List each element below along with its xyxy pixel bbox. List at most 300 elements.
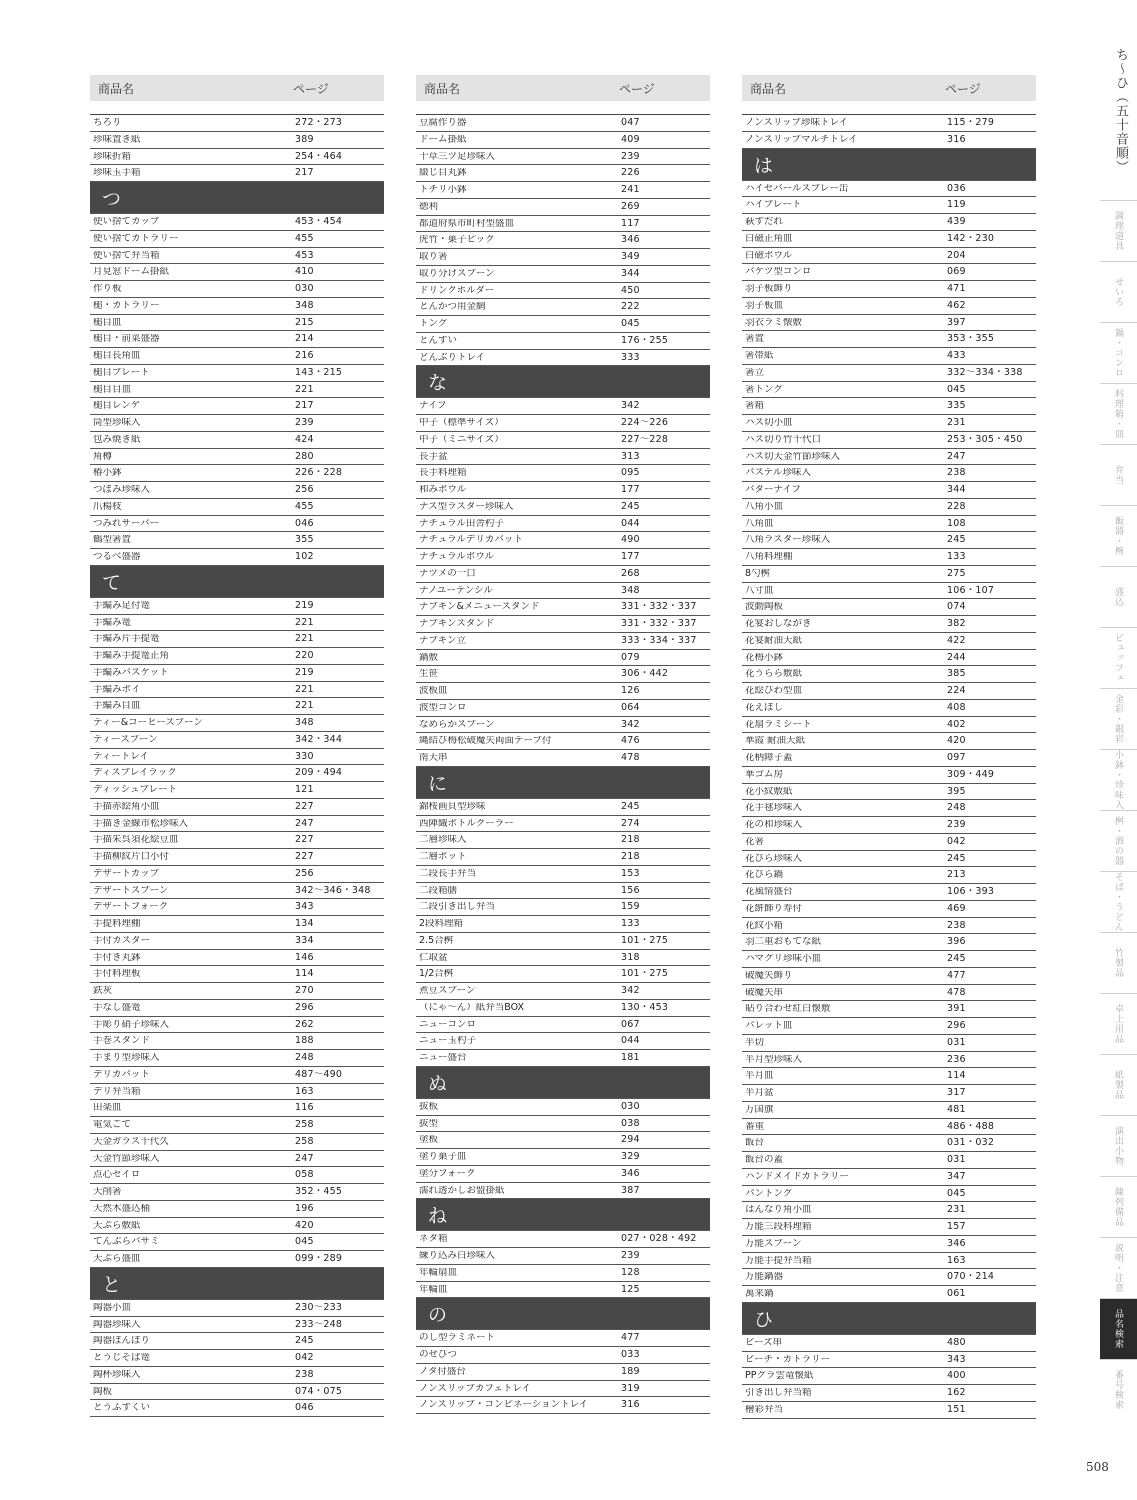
product-name: 万国旗 (745, 1104, 774, 1115)
product-name: 花の和珍味入 (745, 820, 803, 830)
index-row (742, 1385, 1036, 1402)
index-row (742, 181, 1036, 198)
index-row (90, 298, 384, 315)
index-tab (1100, 1054, 1137, 1115)
page-ref: 476 (621, 735, 640, 747)
index-row (416, 750, 710, 767)
index-tab-label: 竹製品 (1113, 948, 1123, 978)
product-name: 西陣織ボトルクーラー (419, 818, 514, 829)
page-ref: 346 (947, 1237, 966, 1249)
product-name: とうふすくい (93, 1403, 151, 1413)
product-name: ノンスリップ・コンビネーショントレイ (419, 1400, 589, 1410)
page-ref: 469 (947, 902, 966, 914)
product-name: 田楽皿 (93, 1103, 122, 1113)
page-ref: 069 (947, 266, 966, 278)
page-ref: 156 (621, 884, 640, 896)
page-ref: 330 (295, 750, 314, 762)
index-row (416, 1000, 710, 1017)
index-tab (1100, 261, 1137, 322)
page-ref: 045 (295, 1236, 314, 1248)
index-row (90, 1151, 384, 1168)
index-row (90, 682, 384, 699)
product-name: パレット皿 (745, 1021, 793, 1031)
page-ref: 268 (621, 567, 640, 579)
index-row (90, 365, 384, 382)
column-header (742, 75, 1036, 101)
page-ref: 215 (295, 316, 314, 328)
page-ref: 400 (947, 1370, 966, 1382)
index-row (742, 549, 1036, 566)
index-row (742, 281, 1036, 298)
index-row (416, 683, 710, 700)
header-name: 商品名 (750, 81, 787, 96)
product-name: 手巻スタンド (93, 1036, 151, 1046)
page-ref: 233〜248 (295, 1318, 343, 1330)
product-name: 貼り合わせ紅白懐敷 (745, 1004, 831, 1014)
product-name: 花宴おしながき (745, 619, 812, 629)
index-row (416, 316, 710, 333)
product-name: 二段長手弁当 (419, 868, 477, 879)
product-name: 花風情盛台 (745, 887, 793, 897)
index-row (90, 132, 384, 149)
page-ref: 344 (947, 484, 966, 496)
product-name: 生笹 (419, 669, 439, 679)
index-row (90, 532, 384, 549)
page-ref: 030 (295, 283, 314, 295)
index-row (90, 398, 384, 415)
index-row (416, 115, 710, 132)
product-name: 手編みボイ (93, 684, 141, 695)
page-ref: 216 (295, 350, 314, 362)
page-ref: 142・230 (947, 232, 995, 244)
index-tab (1100, 1359, 1137, 1420)
product-name: 白磁ボウル (745, 250, 793, 261)
page-ref: 070・214 (947, 1271, 995, 1283)
page-ref: 218 (621, 851, 640, 863)
product-name: 花扇ラミシート (745, 719, 812, 730)
index-row (90, 149, 384, 166)
product-name: 番重 (745, 1121, 765, 1132)
product-name: パントング (745, 1188, 793, 1199)
index-row (90, 866, 384, 883)
index-row (416, 566, 710, 583)
product-name: 2段料理箱 (419, 919, 464, 929)
page-ref: 031・032 (947, 1137, 995, 1149)
product-name: 白磁正角皿 (745, 233, 793, 244)
product-name: とんかつ用金網 (419, 302, 486, 312)
page-ref: 420 (947, 735, 966, 747)
index-row (742, 248, 1036, 265)
page-ref: 296 (947, 1020, 966, 1032)
page-ref: 042 (947, 835, 966, 847)
page-ref: 033 (621, 1349, 640, 1361)
product-name: 陶器小皿 (93, 1302, 132, 1313)
page-ref: 146 (295, 951, 314, 963)
page-ref: 097 (947, 752, 966, 764)
index-row (90, 1300, 384, 1317)
page-ref: 125 (621, 1283, 640, 1295)
page-ref: 238 (295, 1368, 314, 1380)
product-name: 八角小皿 (745, 501, 784, 512)
index-tab (1100, 993, 1137, 1054)
page-ref: 342・344 (295, 733, 343, 745)
index-row (416, 650, 710, 667)
index-row (742, 516, 1036, 533)
index-row (742, 382, 1036, 399)
product-name: 練り込み白珍味入 (419, 1251, 496, 1261)
page-ref: 036 (947, 182, 966, 194)
index-row (90, 465, 384, 482)
index-row (416, 532, 710, 549)
page-ref: 221 (295, 383, 314, 395)
page-ref: 247 (947, 450, 966, 462)
product-name: 年輪扇皿 (419, 1267, 458, 1278)
index-row (416, 666, 710, 683)
page-number: 508 (1086, 1460, 1109, 1474)
index-row (742, 1119, 1036, 1136)
product-name: デザートカップ (93, 868, 160, 879)
product-name: 珍味折箱 (93, 151, 132, 162)
kana-section-header: の (416, 1298, 710, 1330)
product-name: のし型ラミネート (419, 1333, 496, 1343)
page-ref: 061 (947, 1288, 966, 1300)
product-name: 包み焼き紙 (93, 434, 141, 445)
index-row (90, 1218, 384, 1235)
index-row (416, 1132, 710, 1149)
index-row (416, 1231, 710, 1248)
page-ref: 333・334・337 (621, 634, 697, 646)
index-row (90, 698, 384, 715)
product-name: ハイプレート (745, 200, 802, 210)
page-ref: 245 (947, 534, 966, 546)
index-row (742, 566, 1036, 583)
page-ref: 133 (947, 551, 966, 563)
column-header (416, 75, 710, 101)
page-ref: 272・273 (295, 117, 343, 129)
index-row (742, 482, 1036, 499)
index-row (742, 1253, 1036, 1270)
index-row (90, 1084, 384, 1101)
index-column-1 (90, 75, 384, 1417)
index-tab (1100, 322, 1137, 383)
index-tab (1100, 566, 1137, 627)
page-ref: 031 (947, 1036, 966, 1048)
index-row (416, 1381, 710, 1398)
product-name: 徳利 (419, 201, 439, 212)
product-name: ニュー玉杓子 (419, 1036, 477, 1046)
product-name: 花びら珍味入 (745, 853, 803, 864)
kana-section-header: ね (416, 1199, 710, 1231)
index-row (742, 1001, 1036, 1018)
page-ref: 030 (621, 1100, 640, 1112)
index-row (416, 398, 710, 415)
header-page: ページ (293, 81, 329, 96)
page-ref: 478 (947, 986, 966, 998)
product-name: 手なし盛篭 (93, 1002, 141, 1013)
product-name: ビーズ串 (745, 1337, 783, 1348)
index-row (90, 1050, 384, 1067)
page-ref: 245 (947, 852, 966, 864)
product-name: 手描朱呉須花絵豆皿 (93, 835, 179, 845)
page-ref: 114 (947, 1070, 966, 1082)
product-name: （にゃ〜ん）紙弁当BOX (419, 1002, 525, 1013)
product-name: ナス型ラスター珍味入 (419, 501, 514, 512)
page-ref: 245 (621, 800, 640, 812)
page-ref: 239 (295, 417, 314, 429)
index-row (416, 983, 710, 1000)
product-name: 天然木盛込桶 (93, 1203, 151, 1214)
page-ref: 319 (621, 1382, 640, 1394)
header-page: ページ (945, 81, 981, 96)
product-name: 槌目皿 (93, 317, 122, 328)
kana-section-header: つ (90, 182, 384, 214)
index-row (742, 1402, 1036, 1419)
product-name: 天金竹節珍味入 (93, 1153, 160, 1164)
product-name: 陶器ぼんぼり (93, 1336, 151, 1346)
product-name: 陶器珍味入 (93, 1319, 141, 1330)
product-name: 爪楊枝 (93, 501, 122, 512)
product-name: 鍋敷 (419, 652, 439, 663)
index-tab (1100, 383, 1137, 444)
index-row (90, 516, 384, 533)
product-name: 手描き金線市松珍味入 (93, 818, 189, 829)
product-name: 花えぼし (745, 702, 784, 713)
header-page: ページ (619, 81, 655, 96)
page-ref: 143・215 (295, 366, 343, 378)
page-ref: 409 (621, 133, 640, 145)
index-row (416, 883, 710, 900)
product-name: ナプキンスタンド (419, 619, 495, 629)
page-ref: 347 (947, 1170, 966, 1182)
index-row (416, 216, 710, 233)
index-row (416, 333, 710, 350)
page-ref: 342 (621, 718, 640, 730)
page-ref: 355 (295, 534, 314, 546)
index-row (416, 899, 710, 916)
page-ref: 157 (947, 1221, 966, 1233)
product-name: 手付料理板 (93, 969, 141, 979)
index-row (90, 816, 384, 833)
product-name: トング (419, 319, 448, 329)
page-ref: 420 (295, 1219, 314, 1231)
page-ref: 222 (621, 301, 640, 313)
product-name: てんぷらバサミ (93, 1237, 160, 1247)
index-row (90, 1134, 384, 1151)
product-name: ネタ箱 (419, 1234, 448, 1244)
page-ref: 106・393 (947, 886, 995, 898)
product-name: 万能手提弁当箱 (745, 1255, 812, 1266)
index-row (416, 633, 710, 650)
product-name: 波動陶板 (745, 602, 784, 612)
product-name: ナチュラルデリカバット (419, 535, 523, 545)
page-ref: 230〜233 (295, 1301, 343, 1313)
page-ref: 027・028・492 (621, 1233, 697, 1245)
product-name: 槌・カトラリー (93, 300, 160, 311)
page-ref: 245 (947, 953, 966, 965)
page-ref: 313 (621, 450, 640, 462)
page-ref: 231 (947, 417, 966, 429)
index-tab-label: 鍋・コンロ (1113, 328, 1123, 378)
page-ref: 114 (295, 968, 314, 980)
page-ref: 408 (947, 701, 966, 713)
kana-section-header: と (90, 1268, 384, 1300)
index-row (416, 1347, 710, 1364)
page-ref: 219 (295, 599, 314, 611)
page-ref: 245 (295, 1335, 314, 1347)
product-name: 陶板 (93, 1386, 113, 1397)
index-row (90, 782, 384, 799)
page-ref: 058 (295, 1169, 314, 1181)
index-row (742, 1352, 1036, 1369)
product-name: 半切 (745, 1037, 765, 1048)
product-name: 箸立 (745, 367, 765, 378)
product-name: 十草三ツ足珍味入 (419, 151, 496, 162)
product-name: 塗り菓子皿 (419, 1152, 467, 1162)
index-tab (1100, 505, 1137, 566)
page-ref: 221 (295, 700, 314, 712)
index-row (90, 1333, 384, 1350)
page-ref: 348 (295, 299, 314, 311)
index-row (742, 1219, 1036, 1236)
product-name: 2.5合桝 (419, 935, 454, 946)
product-name: 月見窓ドーム掛紙 (93, 267, 170, 277)
page-ref: 342〜346・348 (295, 884, 371, 896)
product-name: 飯台 (745, 1138, 765, 1148)
index-row (742, 968, 1036, 985)
index-row (742, 1135, 1036, 1152)
product-name: 作り板 (93, 284, 122, 294)
index-row (90, 1100, 384, 1117)
index-row (742, 767, 1036, 784)
page-ref: 477 (947, 969, 966, 981)
index-row (416, 1099, 710, 1116)
page-ref: 108 (947, 517, 966, 529)
page-ref: 163 (947, 1254, 966, 1266)
index-row (416, 1330, 710, 1347)
product-name: 花餅飾り寿付 (745, 903, 803, 914)
product-name: 珍味置き紙 (93, 134, 141, 145)
product-name: 槌目・前菜盛器 (93, 334, 160, 344)
product-name: ナチュラルボウル (419, 552, 495, 562)
index-row (742, 465, 1036, 482)
page-ref: 126 (621, 685, 640, 697)
page-ref: 228 (947, 500, 966, 512)
page-ref: 391 (947, 1003, 966, 1015)
index-row (742, 532, 1036, 549)
index-row (416, 299, 710, 316)
index-row (742, 800, 1036, 817)
page-ref: 221 (295, 633, 314, 645)
product-name: ナノユーテンシル (419, 585, 493, 596)
product-name: 南天串 (419, 753, 448, 763)
product-name: 角樽 (93, 451, 113, 462)
index-row (90, 966, 384, 983)
index-row (416, 232, 710, 249)
page-ref: 256 (295, 867, 314, 879)
index-row (742, 1169, 1036, 1186)
index-row (90, 1384, 384, 1401)
index-column-3 (742, 75, 1036, 1419)
page-ref: 487〜490 (295, 1068, 343, 1080)
index-row (90, 883, 384, 900)
page-ref: 317 (947, 1087, 966, 1099)
index-row (742, 449, 1036, 466)
page-ref: 121 (295, 784, 314, 796)
index-row (416, 1282, 710, 1299)
index-tab-label: 小鉢・珍味入 (1113, 750, 1123, 810)
product-name: 八角ラスター珍味入 (745, 535, 831, 545)
header-name: 商品名 (98, 81, 135, 96)
product-name: 羽二重おもてな紙 (745, 937, 822, 947)
section-index-tabs (1100, 200, 1137, 1420)
product-name: 箸帯紙 (745, 351, 774, 361)
page-ref: 477 (621, 1332, 640, 1344)
product-name: はんなり角小皿 (745, 1205, 812, 1215)
product-name: 年輪皿 (419, 1284, 448, 1295)
index-tab-label: 飯器・椀 (1113, 516, 1123, 556)
page-ref: 217 (295, 400, 314, 412)
product-name: ティートレイ (93, 751, 149, 762)
index-row (416, 415, 710, 432)
index-row (416, 599, 710, 616)
index-row (416, 1050, 710, 1067)
product-name: 花柄障子蓋 (745, 753, 793, 763)
page-ref: 047 (621, 117, 640, 129)
product-name: 8勺桝 (745, 568, 771, 579)
page-ref: 462 (947, 299, 966, 311)
page-ref: 099・289 (295, 1253, 343, 1265)
page-ref: 238 (947, 467, 966, 479)
index-row (742, 1335, 1036, 1352)
page-ref: 241 (621, 184, 640, 196)
product-name: 都道府県市町村型盛皿 (419, 218, 515, 229)
page-ref: 455 (295, 232, 314, 244)
product-name: 点心セイロ (93, 1170, 141, 1180)
product-name: バケツ型コンロ (745, 267, 812, 277)
index-row (416, 449, 710, 466)
product-name: ノンスリップマルチトレイ (745, 134, 858, 145)
product-name: 鉄灰 (93, 986, 113, 996)
index-row (90, 549, 384, 566)
product-name: 抜板 (419, 1101, 439, 1112)
page-ref: 346 (621, 234, 640, 246)
page-ref: 402 (947, 718, 966, 730)
index-row (416, 499, 710, 516)
page-ref: 294 (621, 1134, 640, 1146)
product-name: 花うらら敷紙 (745, 669, 803, 679)
index-row (416, 583, 710, 600)
page-ref: 095 (621, 467, 640, 479)
page-ref: 258 (295, 1119, 314, 1131)
page-ref: 349 (621, 251, 640, 263)
index-row (416, 616, 710, 633)
kana-section-header: て (90, 566, 384, 598)
index-row (416, 465, 710, 482)
page-ref: 422 (947, 634, 966, 646)
index-row (742, 599, 1036, 616)
index-row (742, 1236, 1036, 1253)
index-row (90, 1367, 384, 1384)
column-header (90, 75, 384, 101)
product-name: ドリンクホルダー (419, 285, 495, 296)
product-name: パステル珍味入 (745, 468, 811, 478)
product-name: 塗板 (419, 1135, 439, 1145)
index-row (742, 415, 1036, 432)
page-ref: 353・355 (947, 333, 995, 345)
product-name: ノタ付盛台 (419, 1366, 466, 1377)
product-name: 花手毬珍味入 (745, 803, 803, 813)
index-row (742, 817, 1036, 834)
